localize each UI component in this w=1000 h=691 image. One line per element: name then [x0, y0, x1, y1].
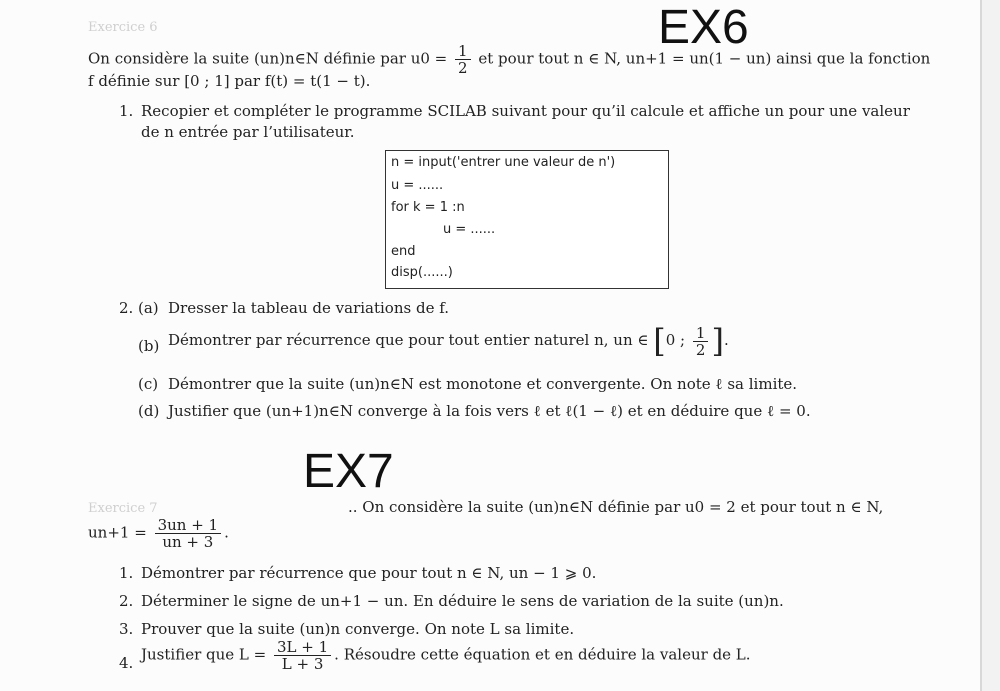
limit-fraction [274, 639, 331, 672]
q2b-period: . [723, 331, 729, 349]
ex6-q1-line1: Recopier et compléter le programme SCILAB suivant pour qu’il calcule et affiche un pour une valeur [141, 102, 910, 120]
ex6-q2b-text: Démontrer par récurrence que pour tout entier naturel n, un ∈ [168, 331, 649, 349]
ex7-q2-number: 2. [119, 592, 134, 610]
ex6-q2c-label: (c) [138, 375, 159, 393]
half-denominator: 2 [695, 340, 706, 359]
ex7-q4-line [141, 639, 751, 672]
ex6-q2c-text: Démontrer que la suite (un)n∈N est monotone et convergente. On note ℓ sa limite. [168, 375, 798, 393]
ex7-q4-part-b: . Résoudre cette équation et en déduire la valeur de L. [334, 645, 751, 664]
ex7-q1-number: 1. [119, 564, 134, 582]
recurrence-numerator: 3un + 1 [155, 517, 222, 534]
ex6-q2d-label: (d) [138, 402, 160, 420]
u0-fraction [455, 43, 471, 76]
ex7-recurrence [88, 517, 229, 550]
ex7-q3-text: Prouver que la suite (un)n converge. On note L sa limite. [141, 620, 575, 638]
half-numerator: 1 [693, 325, 709, 342]
ex7-q3-number: 3. [119, 620, 134, 638]
ex7-q1-text: Démontrer par récurrence que pour tout n ∈ N, un − 1 ⩾ 0. [141, 564, 597, 582]
code-line: for k = 1 :n [391, 200, 465, 215]
recurrence-period: . [224, 523, 229, 542]
ex7-q2-text: Déterminer le signe de un+1 − un. En déduire le sens de variation de la suite (un)n. [141, 592, 784, 610]
ex6-q2d-text: Justifier que (un+1)n∈N converge à la fois vers ℓ et ℓ(1 − ℓ) et en déduire que ℓ = 0. [168, 402, 811, 420]
recurrence-lhs: un+1 = [88, 523, 147, 542]
code-line: u = ...... [391, 178, 444, 193]
interval-left: 0 ; [665, 331, 686, 349]
right-bracket: ] [711, 322, 724, 360]
ex6-q2a-text: Dresser la tableau de variations de f. [168, 299, 450, 317]
ex7-q4-number: 4. [119, 654, 134, 672]
recurrence-fraction [155, 517, 222, 550]
ex7-intro: .. On considère la suite (un)n∈N définie par u0 = 2 et pour tout n ∈ N, [348, 498, 884, 516]
ex7-title: EX7 [303, 445, 394, 498]
u0-denominator: 2 [458, 59, 468, 77]
left-bracket: [ [653, 322, 666, 360]
u0-numerator: 1 [455, 43, 471, 60]
ex6-q2b-label: (b) [138, 337, 160, 355]
ex6-title: EX6 [658, 1, 749, 54]
ex7-q4-part-a: Justifier que L = [141, 645, 267, 664]
ex6-intro-line2: f définie sur [0 ; 1] par f(t) = t(1 − t). [88, 72, 371, 90]
limit-numerator: 3L + 1 [274, 639, 331, 656]
scilab-code-box [385, 150, 669, 289]
faded-heading-ex6: Exercice 6 [88, 20, 158, 35]
half-fraction [693, 325, 709, 358]
code-line: n = input('entrer une valeur de n') [391, 155, 616, 170]
ex6-q1-number: 1. [119, 102, 134, 120]
ex6-q1-line2: de n entrée par l’utilisateur. [141, 123, 355, 141]
faded-heading-ex7: Exercice 7 [88, 501, 158, 516]
code-line: disp(......) [391, 265, 453, 280]
limit-denominator: L + 3 [281, 655, 324, 673]
ex6-q2-number: 2. [119, 299, 134, 317]
ex6-q2a-label: (a) [138, 299, 159, 317]
ex6-intro-part-b: et pour tout n ∈ N, un+1 = un(1 − un) ainsi que la fonction [478, 49, 931, 68]
ex6-intro-part-a: On considère la suite (un)n∈N définie par u0 = [88, 49, 448, 68]
ex6-q2b-line [168, 322, 729, 360]
recurrence-denominator: un + 3 [162, 533, 214, 551]
code-line: end [391, 244, 416, 259]
code-line: u = ...... [443, 222, 496, 237]
